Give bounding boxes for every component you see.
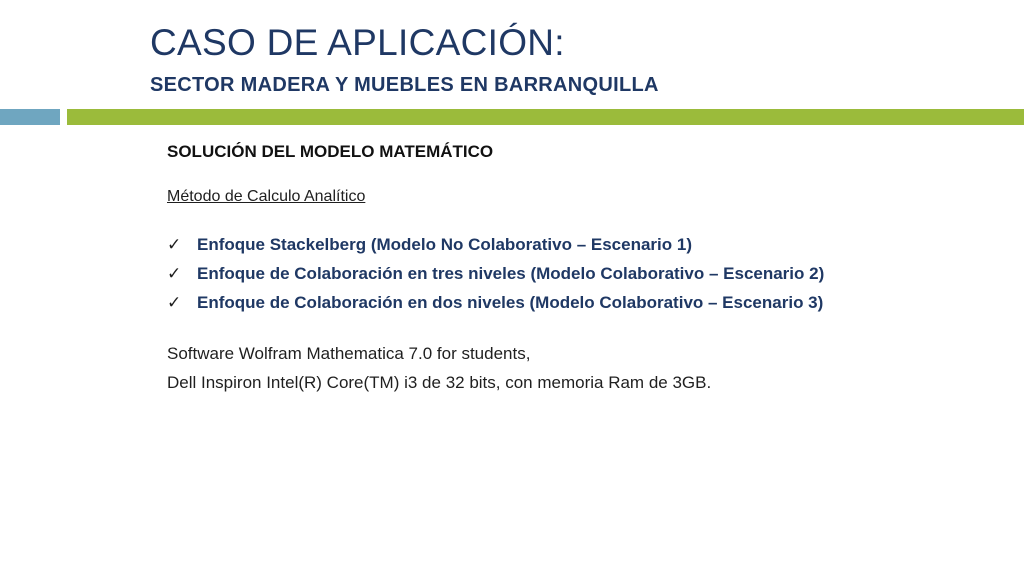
slide-title: CASO DE APLICACIÓN: [150, 22, 565, 63]
list-item-text: Enfoque de Colaboración en tres niveles (Modelo Colaborativo – Escenario 2) [197, 264, 825, 283]
slide-content [167, 142, 831, 397]
list-item [167, 230, 831, 259]
software-info [167, 339, 831, 397]
method-label: Método de Calculo Analítico [167, 188, 366, 205]
approach-list [167, 230, 831, 317]
checkmark-icon: ✓ [167, 264, 182, 283]
checkmark-icon: ✓ [167, 293, 182, 312]
section-heading: SOLUCIÓN DEL MODELO MATEMÁTICO [167, 142, 494, 161]
list-item-text: Enfoque de Colaboración en dos niveles (Modelo Colaborativo – Escenario 3) [197, 293, 824, 312]
checkmark-icon: ✓ [167, 235, 182, 254]
accent-bar-green [67, 109, 1024, 125]
slide-subtitle: SECTOR MADERA Y MUEBLES EN BARRANQUILLA [150, 74, 659, 96]
accent-bar-blue [0, 109, 60, 125]
software-line: Software Wolfram Mathematica 7.0 for students, [167, 344, 531, 363]
list-item [167, 259, 831, 288]
list-item-text: Enfoque Stackelberg (Modelo No Colaborativo – Escenario 1) [197, 235, 692, 254]
list-item [167, 288, 831, 317]
hardware-line: Dell Inspiron Intel(R) Core(TM) i3 de 32 bits, con memoria Ram de 3GB. [167, 373, 712, 392]
